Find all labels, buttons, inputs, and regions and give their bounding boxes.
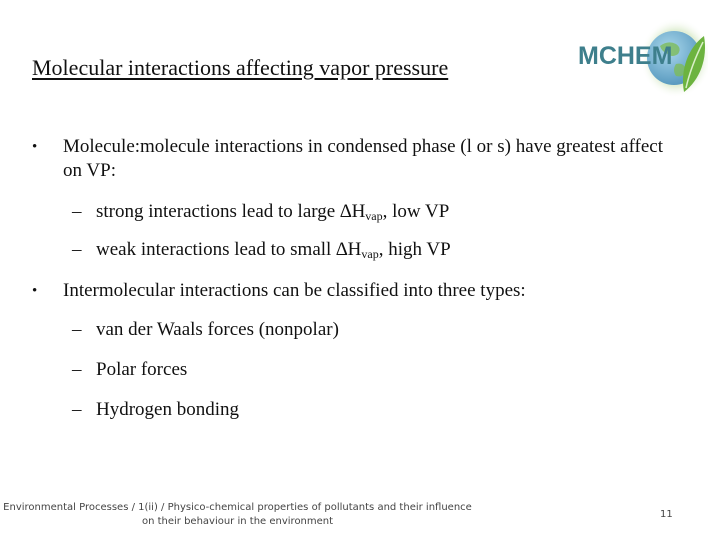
sub-bullet-item [72,358,187,382]
slide-footer: Environmental Processes / 1(ii) / Physico-chemical properties of pollutants and their influence on their behaviour in the environment [3,502,472,527]
dash-marker: – [72,359,82,380]
sub-bullet-text: Polar forces [96,359,188,380]
bullet-text: Molecule:molecule interactions in condensed phase (l or s) have greatest affect on VP: [63,136,664,181]
sub-bullet-text-end: , high VP [378,239,451,260]
bullet-marker: • [32,283,38,299]
bullet-text: Intermolecular interactions can be classified into three types: [63,280,526,301]
sub-bullet-text: weak interactions lead to small ∆H [96,239,362,260]
page-number: 11 [660,509,673,520]
sub-bullet-text: Hydrogen bonding [96,399,240,420]
sub-bullet-item [72,200,449,224]
dash-marker: – [72,201,82,222]
slide-title: Molecular interactions affecting vapor pressure [32,55,449,80]
bullet-item [32,135,672,183]
sub-bullet-text: strong interactions lead to large ∆H [96,201,366,222]
subscript-vap: vap [365,209,383,223]
bullet-item [32,279,672,303]
mchem-logo [576,18,708,98]
dash-marker: – [72,399,82,420]
sub-bullet-item [72,238,451,262]
sub-bullet-item [72,318,339,342]
logo-text: MCHEM [578,42,673,70]
sub-bullet-text: van der Waals forces (nonpolar) [96,319,339,340]
dash-marker: – [72,239,82,260]
subscript-vap: vap [361,247,379,261]
dash-marker: – [72,319,82,340]
bullet-marker: • [32,139,38,155]
sub-bullet-text-end: , low VP [382,201,450,222]
sub-bullet-item [72,398,239,422]
